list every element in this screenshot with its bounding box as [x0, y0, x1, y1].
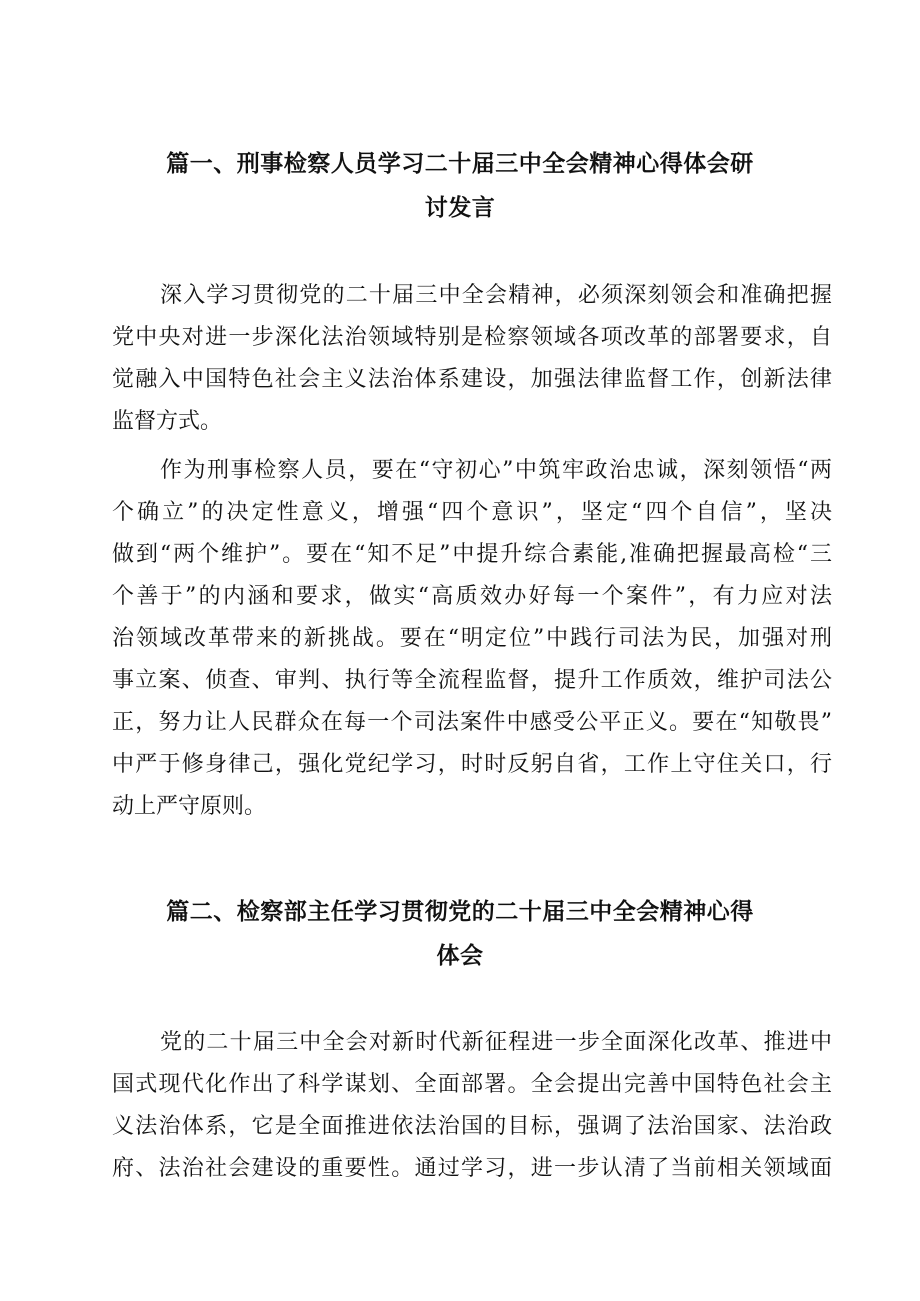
- text-line: 治领域改革带来的新挑战。要在“明定位”中践行司法为民，加强对刑: [112, 626, 832, 651]
- section-1-title-line-1: 篇一、刑事检察人员学习二十届三中全会精神心得体会研: [166, 151, 754, 177]
- section-2-title: [130, 890, 790, 978]
- text-line: 义法治体系，它是全面推进依法治国的目标，强调了法治国家、法治政: [112, 1114, 832, 1139]
- text-line: 作为刑事检察人员，要在“守初心”中筑牢政治忠诚，深刻领悟“两: [160, 458, 832, 483]
- text-line: 事立案、侦查、审判、执行等全流程监督，提升工作质效，维护司法公: [112, 668, 832, 693]
- text-line: 国式现代化作出了科学谋划、全面部署。全会提出完善中国特色社会主: [112, 1072, 832, 1097]
- text-line: 深入学习贯彻党的二十届三中全会精神，必须深刻领会和准确把握: [160, 283, 832, 308]
- text-line: 觉融入中国特色社会主义法治体系建设，加强法律监督工作，创新法律: [112, 367, 832, 392]
- text-line: 做到“两个维护”。要在“知不足”中提升综合素能,准确把握最高检“三: [112, 542, 832, 567]
- section-2-title-line-1: 篇二、检察部主任学习贯彻党的二十届三中全会精神心得: [166, 899, 754, 925]
- text-line: 府、法治社会建设的重要性。通过学习，进一步认清了当前相关领域面: [112, 1156, 832, 1181]
- text-line: 个善于”的内涵和要求，做实“高质效办好每一个案件”，有力应对法: [112, 584, 832, 609]
- section-1-paragraph-2: [112, 450, 832, 828]
- text-line: 个确立”的决定性意义，增强“四个意识”，坚定“四个自信”，坚决: [112, 500, 832, 525]
- text-line: 党的二十届三中全会对新时代新征程进一步全面深化改革、推进中: [160, 1030, 832, 1055]
- section-1-paragraph-1: [112, 275, 832, 443]
- section-2-title-line-2: 体会: [436, 943, 484, 969]
- text-line: 中严于修身律己，强化党纪学习，时时反躬自省，工作上守住关口，行: [112, 752, 832, 777]
- text-line: 动上严守原则。: [112, 794, 267, 819]
- section-1-title-line-2: 讨发言: [424, 195, 496, 221]
- text-line: 党中央对进一步深化法治领域特别是检察领域各项改革的部署要求，自: [112, 325, 832, 350]
- section-2-paragraph-1: [112, 1022, 832, 1190]
- text-line: 正，努力让人民群众在每一个司法案件中感受公平正义。要在“知敬畏”: [112, 710, 832, 735]
- text-line: 监督方式。: [112, 409, 223, 434]
- section-1-title: [130, 142, 790, 230]
